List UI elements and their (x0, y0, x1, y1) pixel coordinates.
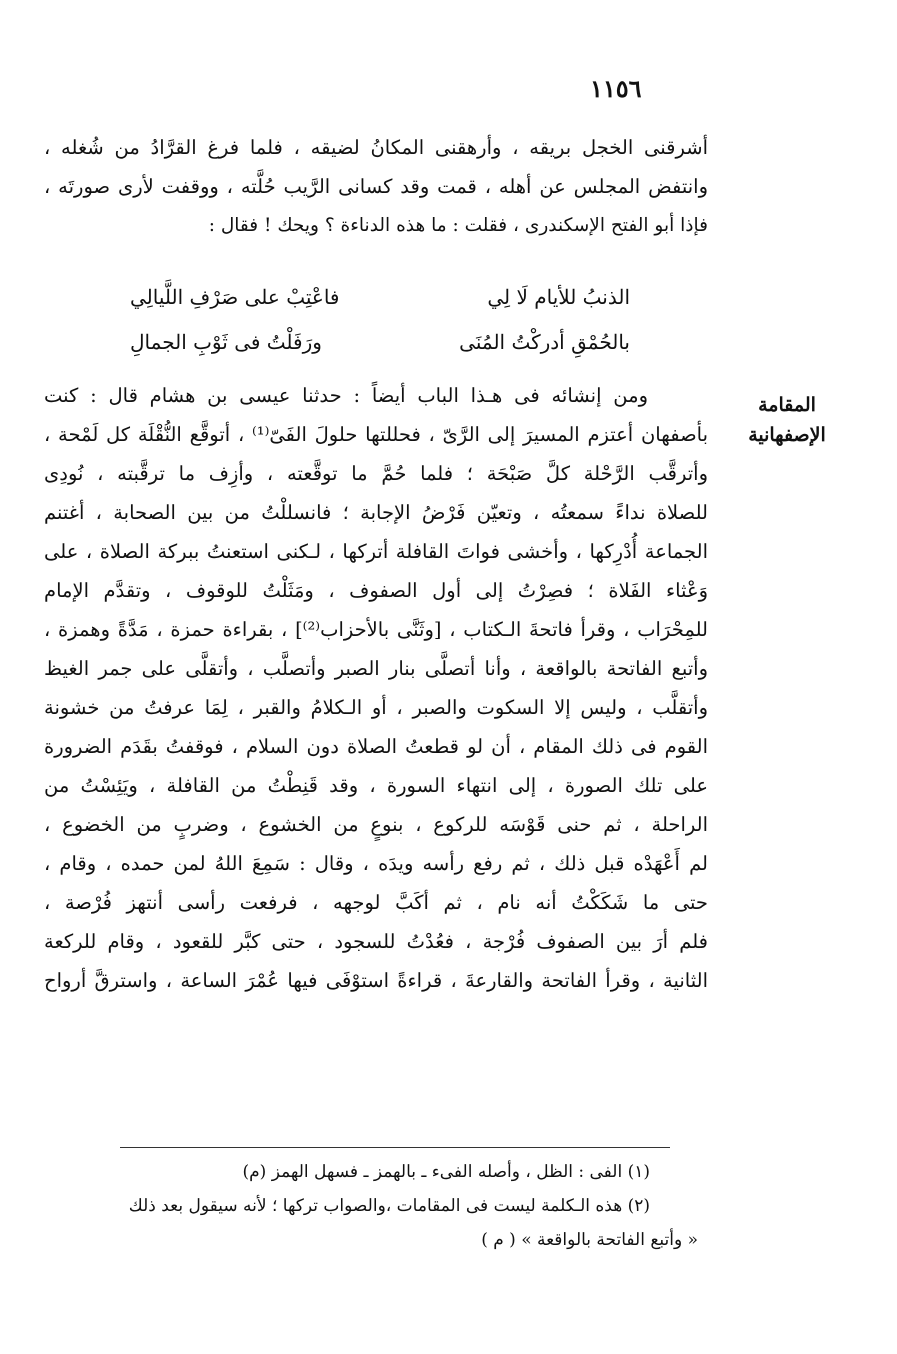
text-line: الجماعة أُدْرِكها ، وأخشى فواتَ القافلة أتركها ، لـكنى استعنتُ ببركة الصلاة ، على (44, 540, 708, 563)
verse-hemistich-first: الذنبُ للأيام لَا لِي (487, 285, 630, 309)
footnotes (44, 1155, 698, 1257)
text-line: على تلك الصورة ، إلى انتهاء السورة ، وقد قَنِطْتُ من القافلة ، ويَئِسْتُ من (44, 774, 708, 797)
text-line: وأتبع الفاتحة بالواقعة ، وأنا أتصلَّى بنار الصبر وأتصلَّب ، وأتقلَّى على جمر الغيظ (44, 657, 708, 680)
text-line: وأتقلَّب ، وليس إلا السكوت والصبر ، أو الـكلامُ والقبر ، لِمَا عرفتُ من خشونة (44, 696, 708, 719)
margin-title-line: المقامة (758, 394, 816, 416)
text-line: فإذا أبو الفتح الإسكندرى ، فقلت : ما هذه الدناءة ؟ ويحك ! فقال : (208, 215, 708, 236)
margin-section-title (712, 390, 862, 450)
verse-line-2 (130, 330, 630, 354)
body-text-top (44, 128, 708, 245)
text-line: بأصفهان أعتزم المسيرَ إلى الرَّىّ ، فحللتها حلولَ الفَىّ⁽¹⁾ ، أتوقَّع النُّقْلَة كل لَمْحة ، (44, 423, 708, 446)
text-line: الثانية ، وقرأ الفاتحة والقارعةَ ، قراءةً استوْفَى فيها عُمْرَ الساعة ، واسترقَّ أرواح (44, 969, 708, 992)
margin-title-line: الإصفهانية (748, 424, 826, 446)
text-line: القوم فى ذلك المقام ، أن لو قطعتُ الصلاة دون السلام ، فوقفتُ بقَدَم الضرورة (44, 735, 708, 758)
body-text-main (44, 376, 708, 1000)
text-line: للصلاة نداءً سمعتُه ، وتعيّن فَرْضُ الإجابة ؛ فانسللْتُ من بين الصحابة ، أغتنم (44, 501, 708, 524)
text-line: للمِحْرَاب ، وقرأ فاتحةَ الـكتاب ، [وثَنَّى بالأحزاب⁽²⁾] ، بقراءة حمزة ، مَدَّةً وهمزة ، (44, 618, 708, 641)
verse-hemistich-first: بالحُمْقِ أدركْتُ المُنَى (459, 330, 630, 354)
footnote-2-continuation: « وأتبع الفاتحة بالواقعة » ( م ) (481, 1230, 698, 1250)
verse-hemistich-second: فاعْتِبْ على صَرْفِ اللَّيالِي (130, 285, 340, 309)
verse-hemistich-second: ورَفَلْتُ فى ثَوْبِ الجمالِ (130, 330, 322, 354)
footnote-2: (٢) هذه الـكلمة ليست فى المقامات ،والصواب تركها ؛ لأنه سيقول بعد ذلك (128, 1196, 650, 1216)
text-line: حتى ما شَكَكْتُ أنه نام ، ثم أكَبَّ لوجهه ، فرفعت رأسى أنتهز فُرْصة ، (44, 891, 708, 914)
text-line: ومن إنشائه فى هـذا الباب أيضاً : حدثنا عيسى بن هشام قال : كنت (44, 384, 649, 407)
footnote-1: (١) الفى : الظل ، وأصله الفىء ـ بالهمز ـ فسهل الهمز (م) (242, 1162, 650, 1182)
verse-line-1 (130, 285, 630, 309)
text-line: أشرقنى الخجل بريقه ، وأرهقنى المكانُ لضيقه ، فلما فرغ القرَّادُ من شُغله ، (44, 136, 708, 159)
text-line: وأترقَّب الرَّحْلة كلَّ صَبْحَة ؛ فلما حُمَّ ما توقَّعته ، وأزِف ما ترقَّبته ، نُودِى (44, 462, 708, 485)
text-line: فلم أرَ بين الصفوف فُرْجة ، فعُدْتُ للسجود ، حتى كبَّر للقعود ، وقام للركعة (44, 930, 708, 953)
page-number: ١١٥٦ (590, 74, 642, 103)
text-line: الراحلة ، ثم حنى قَوْسَه للركوع ، بنوعٍ من الخشوع ، وضربٍ من الخضوع ، (44, 813, 708, 836)
text-line: وانتفض المجلس عن أهله ، قمت وقد كسانى الرَّيب حُلَّته ، ووقفت لأرى صورتَه ، (44, 175, 708, 198)
text-line: وَعْثاء الفَلاة ؛ فصِرْتُ إلى أول الصفوف ، ومَثَلْتُ للوقوف ، وتقدَّم الإمام (44, 579, 708, 602)
footnote-divider (120, 1147, 670, 1148)
text-line: لم أَعْهَدْه قبل ذلك ، ثم رفع رأسه ويدَه ، وقال : سَمِعَ اللهُ لمن حمده ، وقام ، (44, 852, 708, 875)
